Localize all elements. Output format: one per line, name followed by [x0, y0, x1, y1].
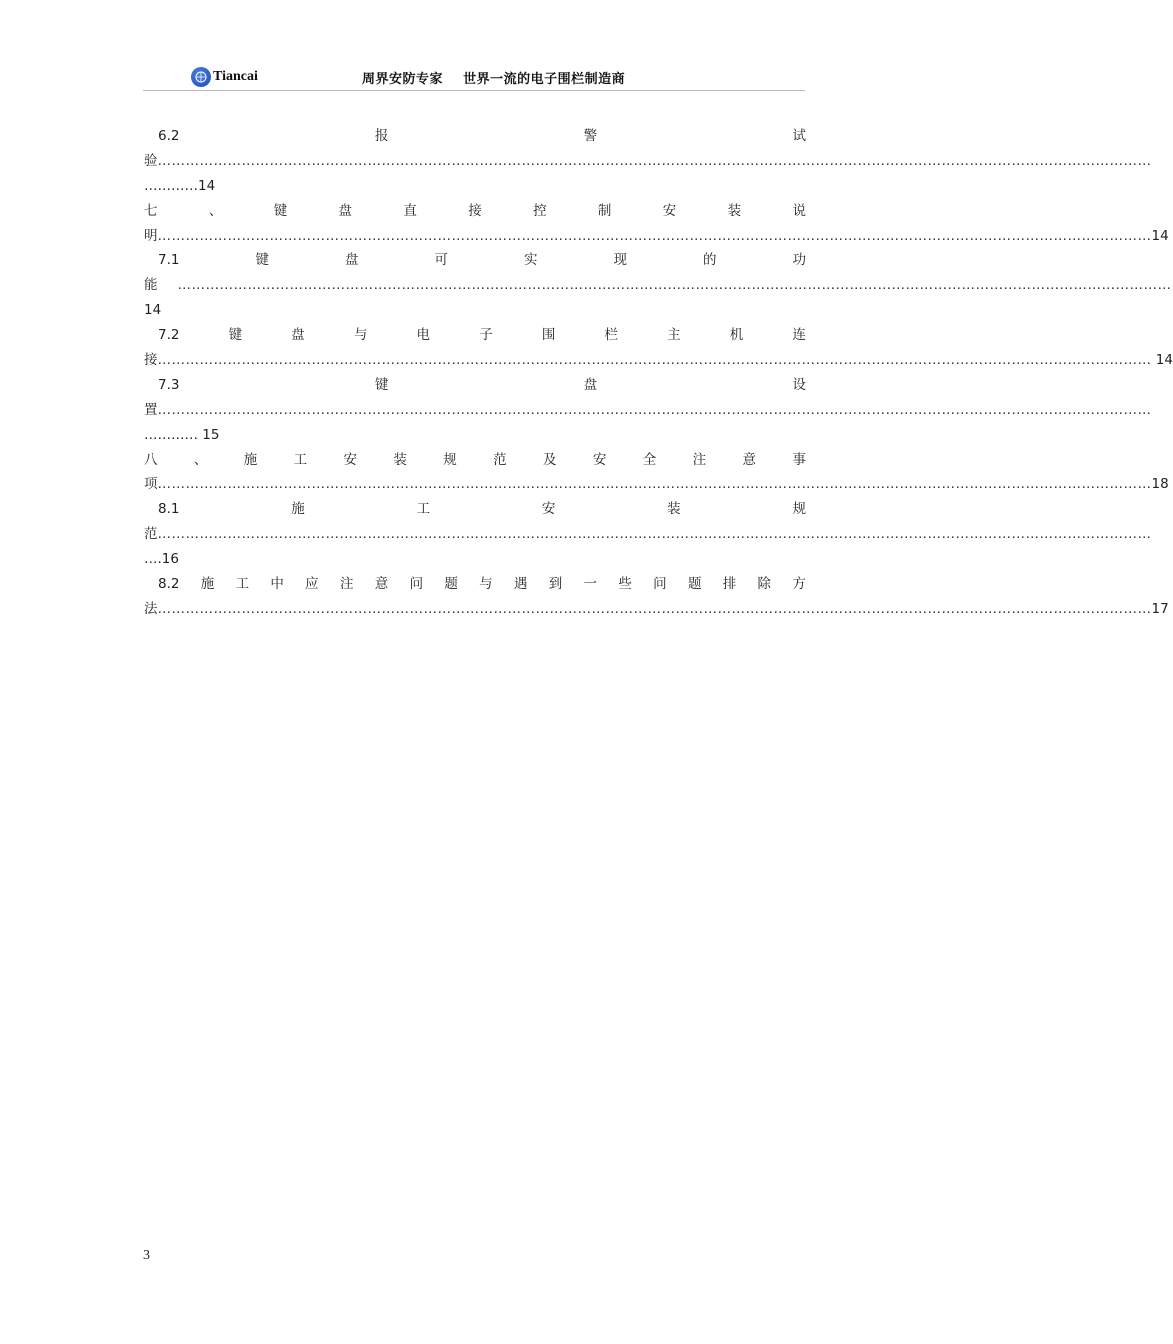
toc-word: 题 — [444, 576, 458, 593]
toc-word: 键 — [273, 202, 288, 219]
toc-word: 排 — [722, 576, 737, 593]
toc-word: 盘 — [344, 252, 359, 269]
toc-page-number: ….16 — [144, 551, 179, 568]
toc-word: 电 — [416, 327, 431, 344]
toc-number: 7.2 — [158, 327, 180, 344]
toc-number: 7.3 — [158, 376, 180, 393]
toc-word: 工 — [235, 576, 250, 593]
company-logo — [191, 67, 258, 87]
toc-entry-8-1-title — [144, 497, 806, 522]
toc-word: 的 — [702, 252, 717, 269]
toc-entry-7-title — [144, 199, 806, 224]
toc-word: 问 — [409, 576, 424, 593]
toc-word: 项 — [144, 476, 158, 493]
toc-word: 安 — [541, 501, 556, 518]
toc-page-number: 17 — [1151, 600, 1169, 617]
dot-leader: …………………………………………………………………………………………………………………………………………………………………………………………… — [157, 401, 1152, 418]
dot-leader: …………………………………………………………………………………………………………………………………………………………………………………………… — [157, 526, 1152, 543]
toc-page-number: 14 — [1151, 352, 1173, 369]
toc-word: 子 — [479, 327, 493, 344]
toc-word: 试 — [792, 128, 806, 144]
toc-entry-8-2-title — [144, 572, 806, 597]
toc-word: 八 — [144, 451, 158, 468]
toc-word: 应 — [305, 576, 319, 593]
toc-word: 施 — [243, 451, 258, 468]
toc-word: 施 — [291, 501, 305, 518]
toc-word: 盘 — [291, 327, 305, 344]
toc-word: 到 — [548, 576, 563, 593]
toc-word: 规 — [443, 451, 457, 468]
toc-entry-7-1-title — [144, 248, 806, 273]
toc-word: 范 — [144, 526, 158, 543]
toc-word: 意 — [374, 576, 389, 593]
toc-entry-6-2-leader — [144, 149, 1152, 174]
toc-word: 置 — [144, 401, 158, 418]
toc-word: 栏 — [604, 327, 618, 344]
toc-entry-8-1-page — [144, 547, 806, 572]
toc-word: 键 — [228, 327, 243, 344]
toc-entry-7-3-page — [144, 423, 806, 448]
dot-leader: …………………………………………………………………………………………………………………………………………………………………………………………… — [157, 352, 1152, 369]
toc-word: 控 — [533, 202, 547, 219]
toc-word: 说 — [792, 202, 806, 219]
toc-word: 及 — [543, 451, 557, 468]
toc-word: 可 — [434, 252, 448, 269]
toc-word: 遇 — [513, 576, 528, 593]
toc-number: 8.2 — [158, 576, 180, 593]
toc-page-number: ………… 15 — [144, 426, 220, 443]
toc-word: 直 — [403, 202, 417, 219]
toc-word: 主 — [667, 327, 681, 344]
toc-page-number: 18 — [1151, 476, 1169, 493]
toc-word: 中 — [270, 576, 284, 593]
page-number: 3 — [143, 1248, 150, 1263]
toc-word: 装 — [393, 451, 407, 468]
toc-word: 围 — [541, 327, 556, 344]
toc-word: 意 — [742, 451, 756, 468]
toc-word: 实 — [523, 252, 538, 269]
toc-page-number: 14 — [1151, 227, 1169, 244]
toc-word: 能 — [144, 277, 158, 294]
toc-page-number: …………14 — [144, 177, 216, 194]
header-slogan: 周界安防专家 世界一流的电子围栏制造商 — [362, 72, 626, 87]
toc-word: 现 — [613, 252, 627, 269]
toc-word: 验 — [144, 152, 158, 169]
toc-word: 盘 — [338, 202, 353, 219]
toc-entry-8-2-leader — [144, 597, 1169, 622]
toc-word: 接 — [468, 202, 482, 219]
table-of-contents — [144, 124, 1173, 622]
toc-number: 7.1 — [158, 252, 180, 269]
toc-entry-8-leader — [144, 472, 1169, 497]
toc-word: 键 — [374, 376, 389, 393]
toc-entry-7-3-title — [144, 373, 806, 398]
toc-word: 、 — [208, 202, 223, 219]
toc-word: 接 — [144, 352, 158, 369]
toc-word: 事 — [792, 451, 806, 468]
toc-word: 注 — [692, 451, 707, 468]
toc-entry-7-2-leader — [144, 348, 1173, 373]
toc-entry-7-leader — [144, 224, 1169, 249]
toc-word: 工 — [416, 501, 431, 518]
toc-word: 安 — [343, 451, 357, 468]
toc-word: 除 — [757, 576, 772, 593]
toc-word: 键 — [255, 252, 269, 269]
toc-word: 警 — [583, 128, 598, 144]
toc-page-number: 14 — [144, 302, 162, 319]
toc-word: 施 — [200, 576, 215, 593]
toc-word: 与 — [479, 576, 493, 593]
logo-text: Tiancai — [213, 69, 258, 84]
toc-word: 七 — [144, 202, 158, 219]
toc-word: 题 — [687, 576, 702, 593]
page-header — [143, 64, 805, 91]
toc-entry-7-3-leader — [144, 398, 1152, 423]
toc-word: 制 — [597, 202, 612, 219]
toc-word: 一 — [583, 576, 598, 593]
toc-word: 功 — [792, 252, 806, 269]
toc-word: 范 — [493, 451, 507, 468]
toc-entry-8-1-leader — [144, 522, 1152, 547]
toc-word: 机 — [729, 327, 744, 344]
toc-entry-7-2-title — [144, 323, 806, 348]
toc-word: 安 — [662, 202, 677, 219]
toc-word: 安 — [592, 451, 607, 468]
toc-word: 些 — [618, 576, 632, 593]
toc-number: 8.1 — [158, 501, 180, 518]
toc-word: 、 — [193, 451, 208, 468]
toc-word: 装 — [727, 202, 742, 219]
toc-word: 规 — [792, 501, 806, 518]
toc-word: 明 — [144, 227, 158, 244]
toc-word: 方 — [792, 576, 806, 593]
toc-word: 设 — [792, 376, 806, 393]
toc-word: 注 — [339, 576, 354, 593]
dot-leader: …………………………………………………………………………………………………………………………………………………………………………………………… — [157, 227, 1152, 244]
toc-word: 盘 — [583, 376, 598, 393]
toc-entry-8-title — [144, 448, 806, 473]
toc-word: 连 — [792, 327, 806, 344]
dot-leader: …………………………………………………………………………………………………………………………………………………………………………………………… — [157, 152, 1152, 169]
toc-word: 报 — [374, 128, 389, 144]
toc-number: 6.2 — [158, 128, 180, 144]
toc-entry-7-1-page — [144, 298, 806, 323]
logo-emblem-icon — [191, 67, 211, 87]
toc-word: 问 — [653, 576, 667, 593]
toc-entry-6-2-page — [144, 174, 806, 199]
toc-entry-7-1-leader — [144, 273, 1172, 298]
toc-word: 法 — [144, 600, 158, 617]
toc-word: 与 — [353, 327, 368, 344]
toc-word: 全 — [642, 451, 657, 468]
dot-leader: …………………………………………………………………………………………………………………………………………………………………………………………… — [177, 277, 1172, 294]
toc-word: 工 — [293, 451, 308, 468]
toc-word: 装 — [667, 501, 681, 518]
dot-leader: …………………………………………………………………………………………………………………………………………………………………………………………… — [157, 476, 1152, 493]
dot-leader: …………………………………………………………………………………………………………………………………………………………………………………………… — [157, 600, 1152, 617]
toc-entry-6-2-title — [144, 124, 806, 149]
